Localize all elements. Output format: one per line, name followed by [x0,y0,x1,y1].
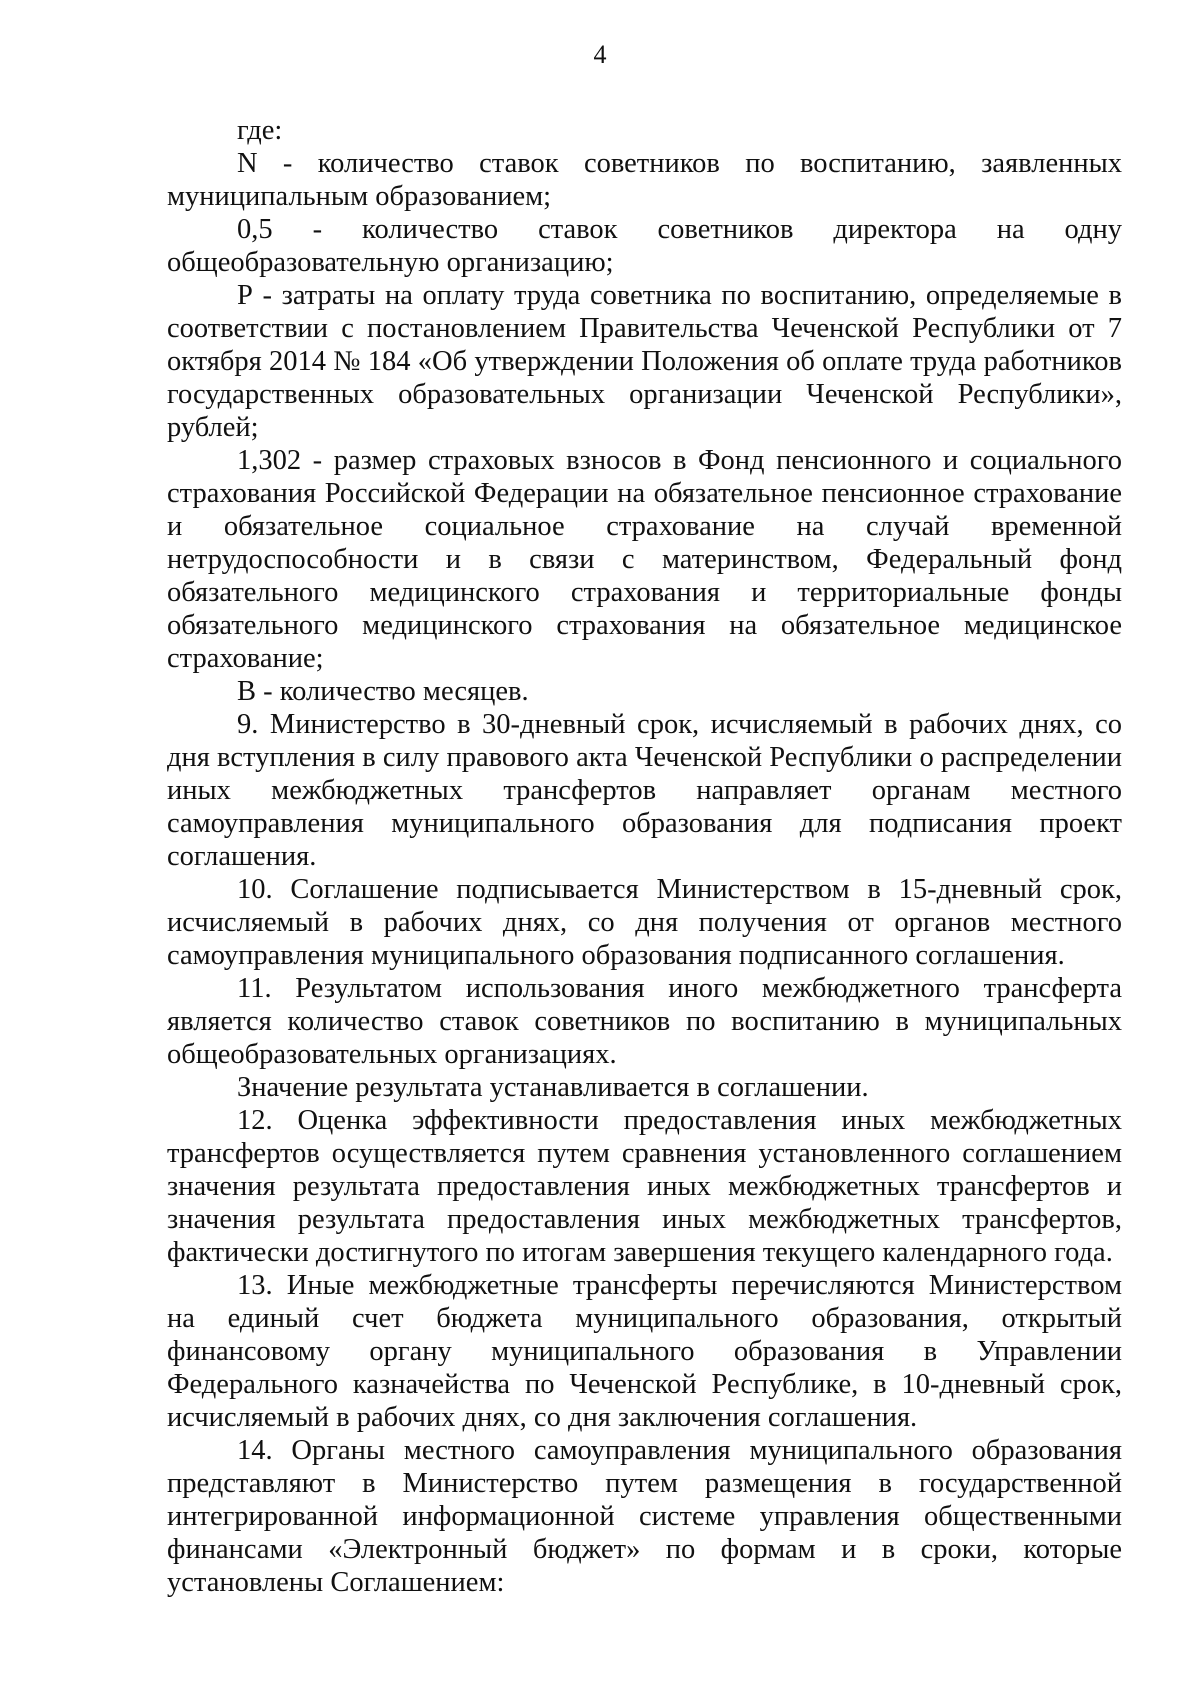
page-number: 4 [593,40,607,69]
paragraph-item-12: 12. Оценка эффективности предоставления иных межбюджетных трансфертов осуществляется путем сравнения установленного соглашением значения результата предоставления иных межбюджетных трансфертов и значения результата предоставления иных межбюджетных трансфертов, фактически достигнутого по итогам завершения текущего календарного года. [167,1105,1122,1268]
paragraph-item-9: 9. Министерство в 30-дневный срок, исчисляемый в рабочих днях, со дня вступления в силу правового акта Чеченской Республики о распределении иных межбюджетных трансфертов направляет органам местного самоуправления муниципального образования для подписания проект соглашения. [167,709,1122,872]
paragraph-item-11: 11. Результатом использования иного межбюджетного трансферта является количество ставок советников по воспитанию в муниципальных общеобразовательных организациях. [167,973,1122,1070]
paragraph-coefficient-definition: 0,5 - количество ставок советников директора на одну общеобразовательную организацию; [167,214,1122,278]
paragraph-item-13: 13. Иные межбюджетные трансферты перечисляются Министерством на единый счет бюджета муниципального образования, открытый финансовому органу муниципального образования в Управлении Федерального казначейства по Чеченской Республике, в 10-дневный срок, исчисляемый в рабочих днях, со дня заключения соглашения. [167,1270,1122,1433]
paragraph-item-14: 14. Органы местного самоуправления муниципального образования представляют в Министерство путем размещения в государственной интегрированной информационной системе управления общественными финансами «Электронный бюджет» по формам и в сроки, которые установлены Соглашением: [167,1435,1122,1598]
document-body [167,114,1122,1599]
paragraph-item-10: 10. Соглашение подписывается Министерством в 15-дневный срок, исчисляемый в рабочих днях, со дня получения от органов местного самоуправления муниципального образования подписанного соглашения. [167,874,1122,971]
paragraph-where: где: [237,115,283,146]
paragraph-b-definition: В - количество месяцев. [237,676,529,707]
paragraph-n-definition: N - количество ставок советников по воспитанию, заявленных муниципальным образованием; [167,148,1122,212]
paragraph-p-definition: Р - затраты на оплату труда советника по воспитанию, определяемые в соответствии с постановлением Правительства Чеченской Республики от 7 октября 2014 № 184 «Об утверждении Положения об оплате труда работников государственных образовательных организации Чеченской Республики», рублей; [167,280,1122,443]
paragraph-result-value: Значение результата устанавливается в соглашении. [237,1072,869,1103]
paragraph-insurance-definition: 1,302 - размер страховых взносов в Фонд пенсионного и социального страхования Российской Федерации на обязательное пенсионное страхование и обязательное социальное страхование на случай временной нетрудоспособности и в связи с материнством, Федеральный фонд обязательного медицинского страхования и территориальные фонды обязательного медицинского страхования на обязательное медицинское страхование; [167,445,1122,674]
